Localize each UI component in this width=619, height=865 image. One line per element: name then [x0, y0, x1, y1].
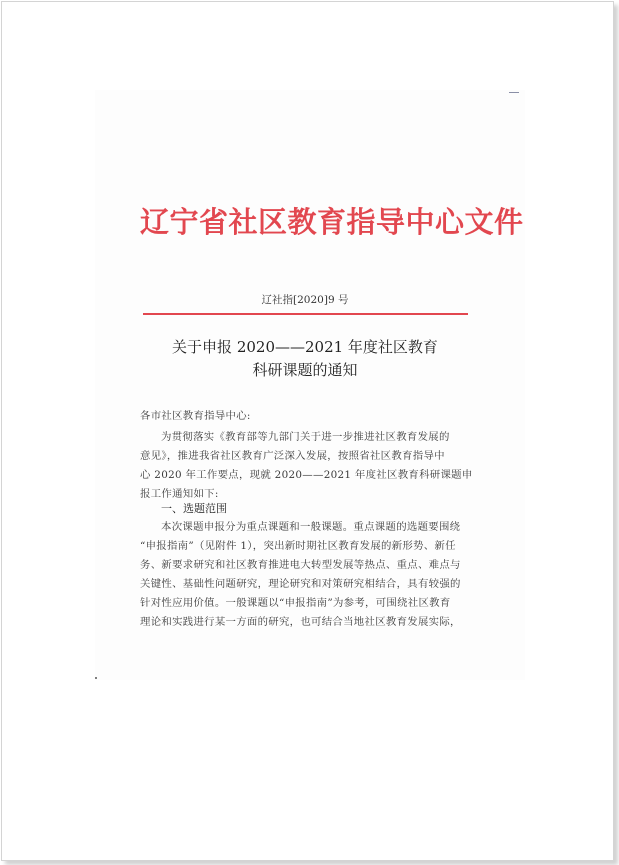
- notice-title-line-1: 关于申报 2020——2021 年度社区教育: [172, 338, 438, 356]
- section-line: 关键性、基础性问题研究，理论研究和对策研究相结合，具有较强的: [140, 578, 461, 590]
- intro-line: 意见》，推进我省社区教育广泛深入发展，按照省社区教育指导中: [140, 450, 445, 462]
- salutation: 各市社区教育指导中心:: [140, 410, 251, 422]
- notice-title-line-2: 科研课题的通知: [252, 361, 358, 379]
- section-heading: 一、选题范围: [161, 502, 227, 515]
- scan-mark: [509, 92, 519, 93]
- scanned-page-area: [95, 90, 525, 680]
- intro-line: 报工作通知如下:: [140, 488, 219, 500]
- section-line: 本次课题申报分为重点课题和一般课题。重点课题的选题要围绕: [161, 521, 461, 533]
- section-line: “申报指南”（见附件 1），突出新时期社区教育发展的新形势、新任: [140, 540, 456, 552]
- red-divider-rule: [143, 313, 468, 315]
- section-line: 务、新要求研究和社区教育推进电大转型发展等热点、重点、难点与: [140, 559, 461, 571]
- section-line: 理论和实践进行某一方面的研究，也可结合当地社区教育发展实际，: [140, 616, 461, 628]
- intro-line: 心 2020 年工作要点，现就 2020——2021 年度社区教育科研课题申: [140, 469, 473, 481]
- scan-speck: [95, 677, 97, 679]
- intro-line: 为贯彻落实《教育部等九部门关于进一步推进社区教育发展的: [161, 431, 450, 443]
- document-header-title: 辽宁省社区教育指导中心文件: [140, 205, 524, 239]
- section-line: 针对性应用价值。一般课题以“申报指南”为参考，可围绕社区教育: [140, 597, 451, 609]
- document-number: 辽社指[2020]9 号: [261, 294, 349, 306]
